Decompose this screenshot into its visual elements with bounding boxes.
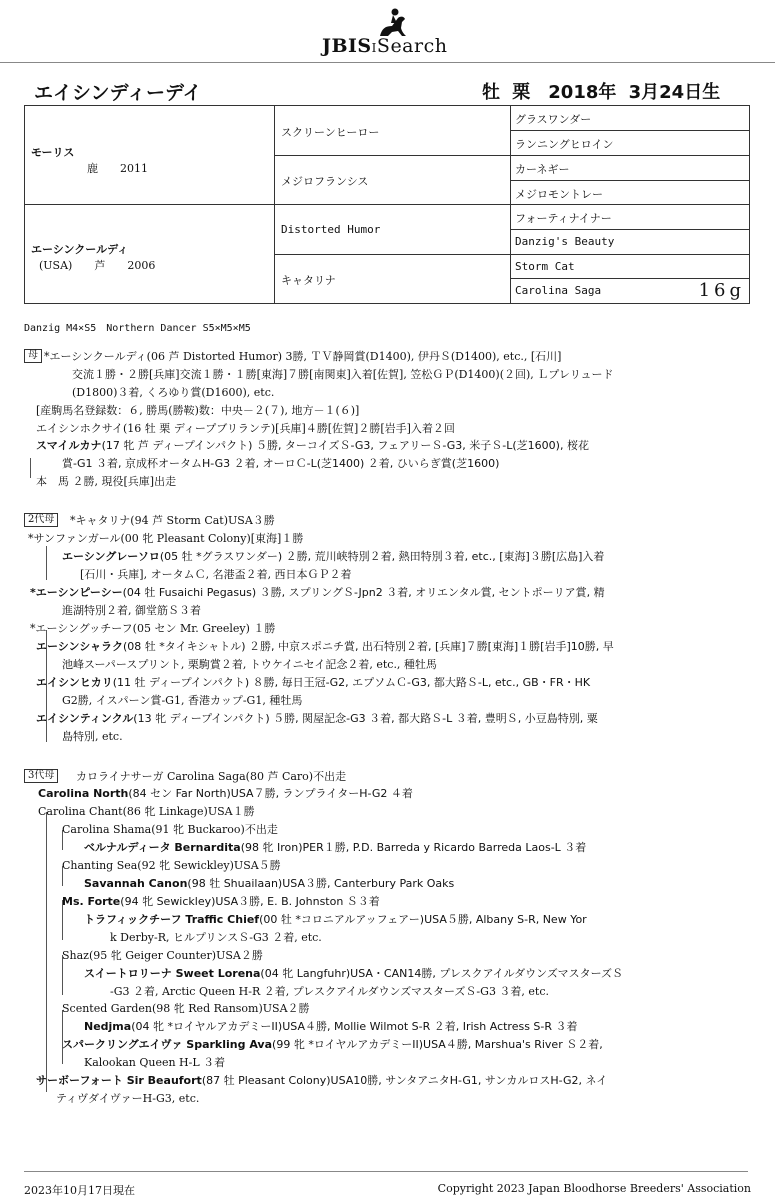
family-line[interactable]: ティヴダイヴァーH-G3, etc.	[56, 1092, 200, 1105]
ped-ss	[275, 106, 511, 156]
horse-info: 牡 栗 2018年 3月24日生	[482, 82, 721, 103]
inbreeding: Danzig M4×S5 Northern Dancer S5×M5×M5	[24, 323, 251, 334]
horse-name: エイシンディーデイ	[34, 82, 202, 104]
footer-copyright: Copyright 2023 Japan Bloodhorse Breeders' Association	[437, 1182, 751, 1195]
dam-name[interactable]: エーシンクールディ	[31, 243, 129, 256]
family-line[interactable]: G2勝, イスパーン賞-G1, 香港カップ-G1, 種牡馬	[62, 694, 303, 707]
sire-info: 鹿 2011	[87, 162, 148, 175]
family-line[interactable]: Kalookan Queen H-L ３着	[84, 1056, 226, 1069]
ped-sd-name[interactable]: メジロフランシス	[281, 175, 369, 188]
family-line[interactable]: 進湖特別２着, 御堂筋Ｓ３着	[62, 604, 201, 617]
ped-ds	[275, 205, 511, 255]
family-line[interactable]: Carolina Shama(91 牝 Buckaroo)不出走	[62, 823, 278, 836]
ped-ssd	[511, 131, 749, 156]
ped-sire	[25, 106, 275, 205]
family-line[interactable]: 交流１勝・２勝[兵庫]交流１勝・１勝[東海]７勝[南関東]入着[佐賀], 笠松ＧＰ(D1400)(２回), Ｌプレリュード	[72, 368, 614, 381]
family-line[interactable]: エーシングレーソロ(05 牡 *グラスワンダー) ２勝, 荒川峡特別２着, 熱田特別３着, etc., [東海]３勝[広島]入着	[62, 550, 605, 563]
weight-marker: 16g	[698, 280, 745, 301]
family-line[interactable]: スマイルカナ(17 牝 芦 ディープインパクト) ５勝, ターコイズＳ-G3, フェアリーＳ-G3, 米子Ｓ-L(芝1600), 桜花	[36, 439, 589, 452]
family-line[interactable]: *サンファンガール(00 牝 Pleasant Colony)[東海]１勝	[28, 532, 304, 545]
family-line[interactable]: *エーシンピーシー(04 牡 Fusaichi Pegasus) ３勝, スプリングＳ-Jpn2 ３着, オリエンタル賞, セントポーリア賞, 精	[30, 586, 605, 599]
family-line[interactable]: エイシンヒカリ(11 牡 ディープインパクト) ８勝, 毎日王冠-G2, エプソムＣ-G3, 都大路Ｓ-L, etc., GB・FR・HK	[36, 676, 591, 689]
ped-dd-name[interactable]: キャタリナ	[281, 274, 336, 287]
ped-dam	[25, 205, 275, 303]
family-line[interactable]: [産駒馬名登録数：６, 勝馬(勝鞍)数：中央－２(７), 地方－１(６)]	[36, 404, 360, 417]
family-line[interactable]: -G3 ２着, Arctic Queen H-R ２着, プレスクアイルダウンズマスターズＳ-G3 ３着, etc.	[110, 985, 550, 998]
generation-tag	[24, 768, 58, 783]
ped-sss	[511, 106, 749, 131]
family-line[interactable]: エイシンティンクル(13 牝 ディープインパクト) ５勝, 関屋記念-G3 ３着, 都大路Ｓ-L ３着, 豊明Ｓ, 小豆島特別, 粟	[36, 712, 598, 725]
ped-dds-name[interactable]: Storm Cat	[515, 260, 575, 273]
family-line[interactable]: Savannah Canon(98 牡 Shuailaan)USA３勝, Canterbury Park Oaks	[84, 877, 455, 890]
ped-dss-name[interactable]: フォーティナイナー	[515, 212, 612, 225]
dam-info: (USA) 芦 2006	[39, 259, 156, 272]
ped-ddd-name[interactable]: Carolina Saga	[515, 284, 602, 297]
family-line[interactable]: サーボーフォート Sir Beaufort(87 牡 Pleasant Colony)USA10勝, サンタアニタH-G1, サンカルロスH-G2, ネイ	[36, 1074, 608, 1087]
ped-sss-name[interactable]: グラスワンダー	[515, 113, 592, 126]
ped-dd	[275, 255, 511, 303]
family-line[interactable]: Shaz(95 牝 Geiger Counter)USA２勝	[62, 949, 263, 962]
family-line[interactable]: 本 馬 ２勝, 現役[兵庫]出走	[36, 475, 177, 488]
family-line[interactable]: *エーシンクールディ(06 芦 Distorted Humor) 3勝, ＴＶ静岡賞(D1400), 伊丹Ｓ(D1400), etc., [石川]	[44, 350, 562, 363]
family-line[interactable]: (D1800)３着, くろゆり賞(D1600), etc.	[72, 386, 275, 399]
family-line[interactable]: 島特別, etc.	[62, 730, 123, 743]
generation-tag-label: 2代母	[24, 513, 58, 527]
ped-sd	[275, 156, 511, 205]
tree-bar	[46, 812, 47, 1092]
family-line[interactable]: スイートロリーナ Sweet Lorena(04 牝 Langfuhr)USA・CAN14勝, プレスクアイルダウンズマスターズＳ	[84, 967, 624, 980]
family-line[interactable]: 池峰スーパースプリント, 栗駒賞２着, トウケイニセイ記念２着, etc., 種牡馬	[62, 658, 437, 671]
footer-date: 2023年10月17日現在	[24, 1184, 135, 1197]
sire-name[interactable]: モーリス	[31, 146, 75, 159]
ped-ssd-name[interactable]: ランニングヒロイン	[515, 138, 614, 151]
logo[interactable]	[0, 6, 775, 58]
family-line[interactable]: Scented Garden(98 牝 Red Ransom)USA２勝	[62, 1002, 310, 1015]
ped-dsd-name[interactable]: Danzig's Beauty	[515, 235, 615, 248]
tree-bar	[46, 546, 47, 580]
family-line[interactable]: Ms. Forte(94 牝 Sewickley)USA３勝, E. B. Johnston Ｓ３着	[62, 895, 380, 908]
logo-text: JBISISearch	[322, 35, 448, 57]
generation-tag	[24, 512, 58, 527]
family-line[interactable]: スパークリングエイヴァ Sparkling Ava(99 牝 *ロイヤルアカデミーII)USA４勝, Marshua's River Ｓ２着,	[62, 1038, 603, 1051]
family-line[interactable]: エイシンホクサイ(16 牡 栗 ディープブリランテ)[兵庫]４勝[佐賀]２勝[岩手]入着２回	[36, 422, 455, 435]
ped-ds-name[interactable]: Distorted Humor	[281, 223, 381, 236]
tree-bar	[62, 830, 63, 850]
tree-bar	[62, 1010, 63, 1064]
family-line[interactable]: エーシンシャラク(08 牡 *タイキシャトル) ２勝, 中京スポニチ賞, 出石特別２着, [兵庫]７勝[東海]１勝[岩手]10勝, 早	[36, 640, 614, 653]
generation-tag	[24, 348, 42, 363]
header-divider	[0, 62, 775, 63]
family-line[interactable]: Chanting Sea(92 牝 Sewickley)USA５勝	[62, 859, 281, 872]
tree-bar	[62, 955, 63, 995]
ped-ss-name[interactable]: スクリーンヒーロー	[281, 126, 380, 139]
family-line[interactable]: *エーシングッチーフ(05 セン Mr. Greeley) １勝	[30, 622, 276, 635]
ped-dds	[511, 255, 749, 279]
ped-dsd	[511, 230, 749, 255]
family-line[interactable]: Carolina Chant(86 牝 Linkage)USA１勝	[38, 805, 255, 818]
ped-sdd-name[interactable]: メジロモントレー	[515, 188, 603, 201]
footer-divider	[24, 1171, 748, 1172]
ped-sds-name[interactable]: カーネギー	[515, 163, 570, 176]
tree-bar	[62, 866, 63, 886]
ped-ddd	[511, 279, 749, 303]
tree-bar	[62, 900, 63, 940]
tree-bar	[30, 458, 31, 478]
family-line[interactable]: *キャタリナ(94 芦 Storm Cat)USA３勝	[70, 514, 275, 527]
tree-bar	[46, 630, 47, 742]
family-line[interactable]: 賞-G1 ３着, 京成杯オータムH-G3 ２着, オーロＣ-L(芝1400) ２着, ひいらぎ賞(芝1600)	[62, 457, 500, 470]
ped-sdd	[511, 181, 749, 205]
pedigree-table	[24, 105, 750, 304]
family-line[interactable]: カロライナサーガ Carolina Saga(80 芦 Caro)不出走	[76, 770, 347, 783]
family-line[interactable]: Carolina North(84 セン Far North)USA７勝, ランプライターH-G2 ４着	[38, 787, 413, 800]
generation-tag-label: 3代母	[24, 769, 58, 783]
family-line[interactable]: ベルナルディータ Bernardita(98 牝 Iron)PER１勝, P.D. Barreda y Ricardo Barreda Laos-L ３着	[84, 841, 587, 854]
generation-tag-label: 母	[24, 349, 42, 363]
family-line[interactable]: Nedjma(04 牝 *ロイヤルアカデミーII)USA４勝, Mollie Wilmot S-R ２着, Irish Actress S-R ３着	[84, 1020, 578, 1033]
family-line[interactable]: トラフィックチーフ Traffic Chief(00 牡 *コロニアルアッフェアー)USA５勝, Albany S-R, New Yor	[84, 913, 587, 926]
family-line[interactable]: k Derby-R, ヒルプリンスＳ-G3 ２着, etc.	[110, 931, 322, 944]
ped-sds	[511, 156, 749, 181]
family-line[interactable]: [石川・兵庫], オータムＣ, 名港盃２着, 西日本ＧＰ２着	[80, 568, 352, 581]
ped-dss	[511, 205, 749, 230]
